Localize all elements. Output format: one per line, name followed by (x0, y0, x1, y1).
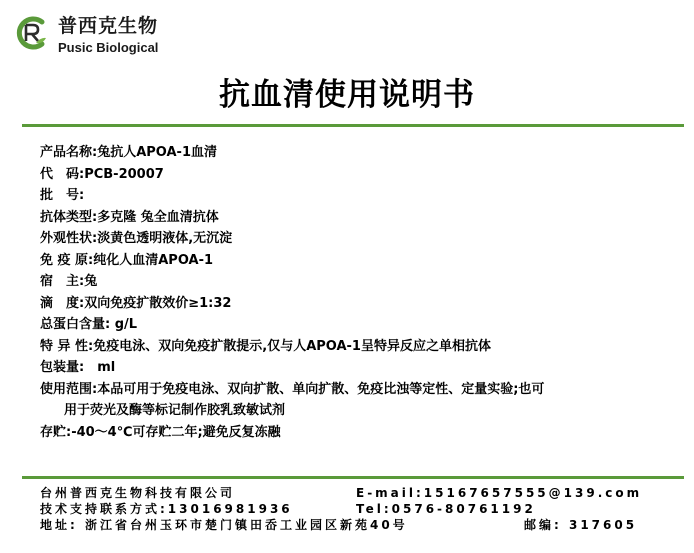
field-code: 代 码:PCB-20007 (40, 166, 164, 182)
field-application: 使用范围:本品可用于免疫电泳、双向扩散、单向扩散、免疫比浊等定性、定量实验;也可 (40, 381, 545, 397)
field-package-size: 包装量: ml (40, 360, 116, 375)
field-titer: 滴 度:双向免疫扩散效价≥1:32 (40, 295, 232, 311)
product-fields (40, 142, 680, 443)
field-storage: 存贮:-40～4℃可存贮二年;避免反复冻融 (40, 424, 281, 440)
support-phone: 技术支持联系方式:13016981936 (40, 502, 293, 516)
field-immunogen: 免 疫 原:纯化人血清APOA-1 (40, 252, 214, 268)
field-appearance: 外观性状:淡黄色透明液体,无沉淀 (40, 231, 233, 246)
document-title: 抗血清使用说明书 (219, 77, 475, 113)
field-product-name: 产品名称:兔抗人APOA-1血清 (40, 145, 217, 160)
field-batch-number: 批 号: (40, 188, 85, 203)
field-total-protein: 总蛋白含量: g/L (40, 317, 138, 332)
pusic-logo-icon (14, 16, 48, 50)
company-name: 台州普西克生物科技有限公司 (40, 486, 236, 500)
footer-divider (22, 476, 684, 479)
company-address: 地址: 浙江省台州玉环市楚门镇田岙工业园区新苑40号 (40, 518, 408, 532)
header-divider (22, 124, 684, 127)
field-host: 宿 主:兔 (40, 274, 98, 289)
company-postcode: 邮编: 317605 (524, 518, 638, 532)
field-specificity: 特 异 性:免疫电泳、双向免疫扩散提示,仅与人APOA-1呈特异反应之单相抗体 (40, 338, 491, 354)
brand-name-cn: 普西克生物 (58, 15, 159, 37)
company-email: E-mail:15167657555@139.com (356, 486, 643, 500)
brand-name-en: Pusic Biological (58, 40, 159, 55)
company-tel: Tel:0576-80761192 (356, 502, 536, 516)
field-antibody-type: 抗体类型:多克隆 兔全血清抗体 (40, 209, 219, 225)
field-application-continued: 用于荧光及酶等标记制作胶乳致敏试剂 (64, 403, 286, 418)
